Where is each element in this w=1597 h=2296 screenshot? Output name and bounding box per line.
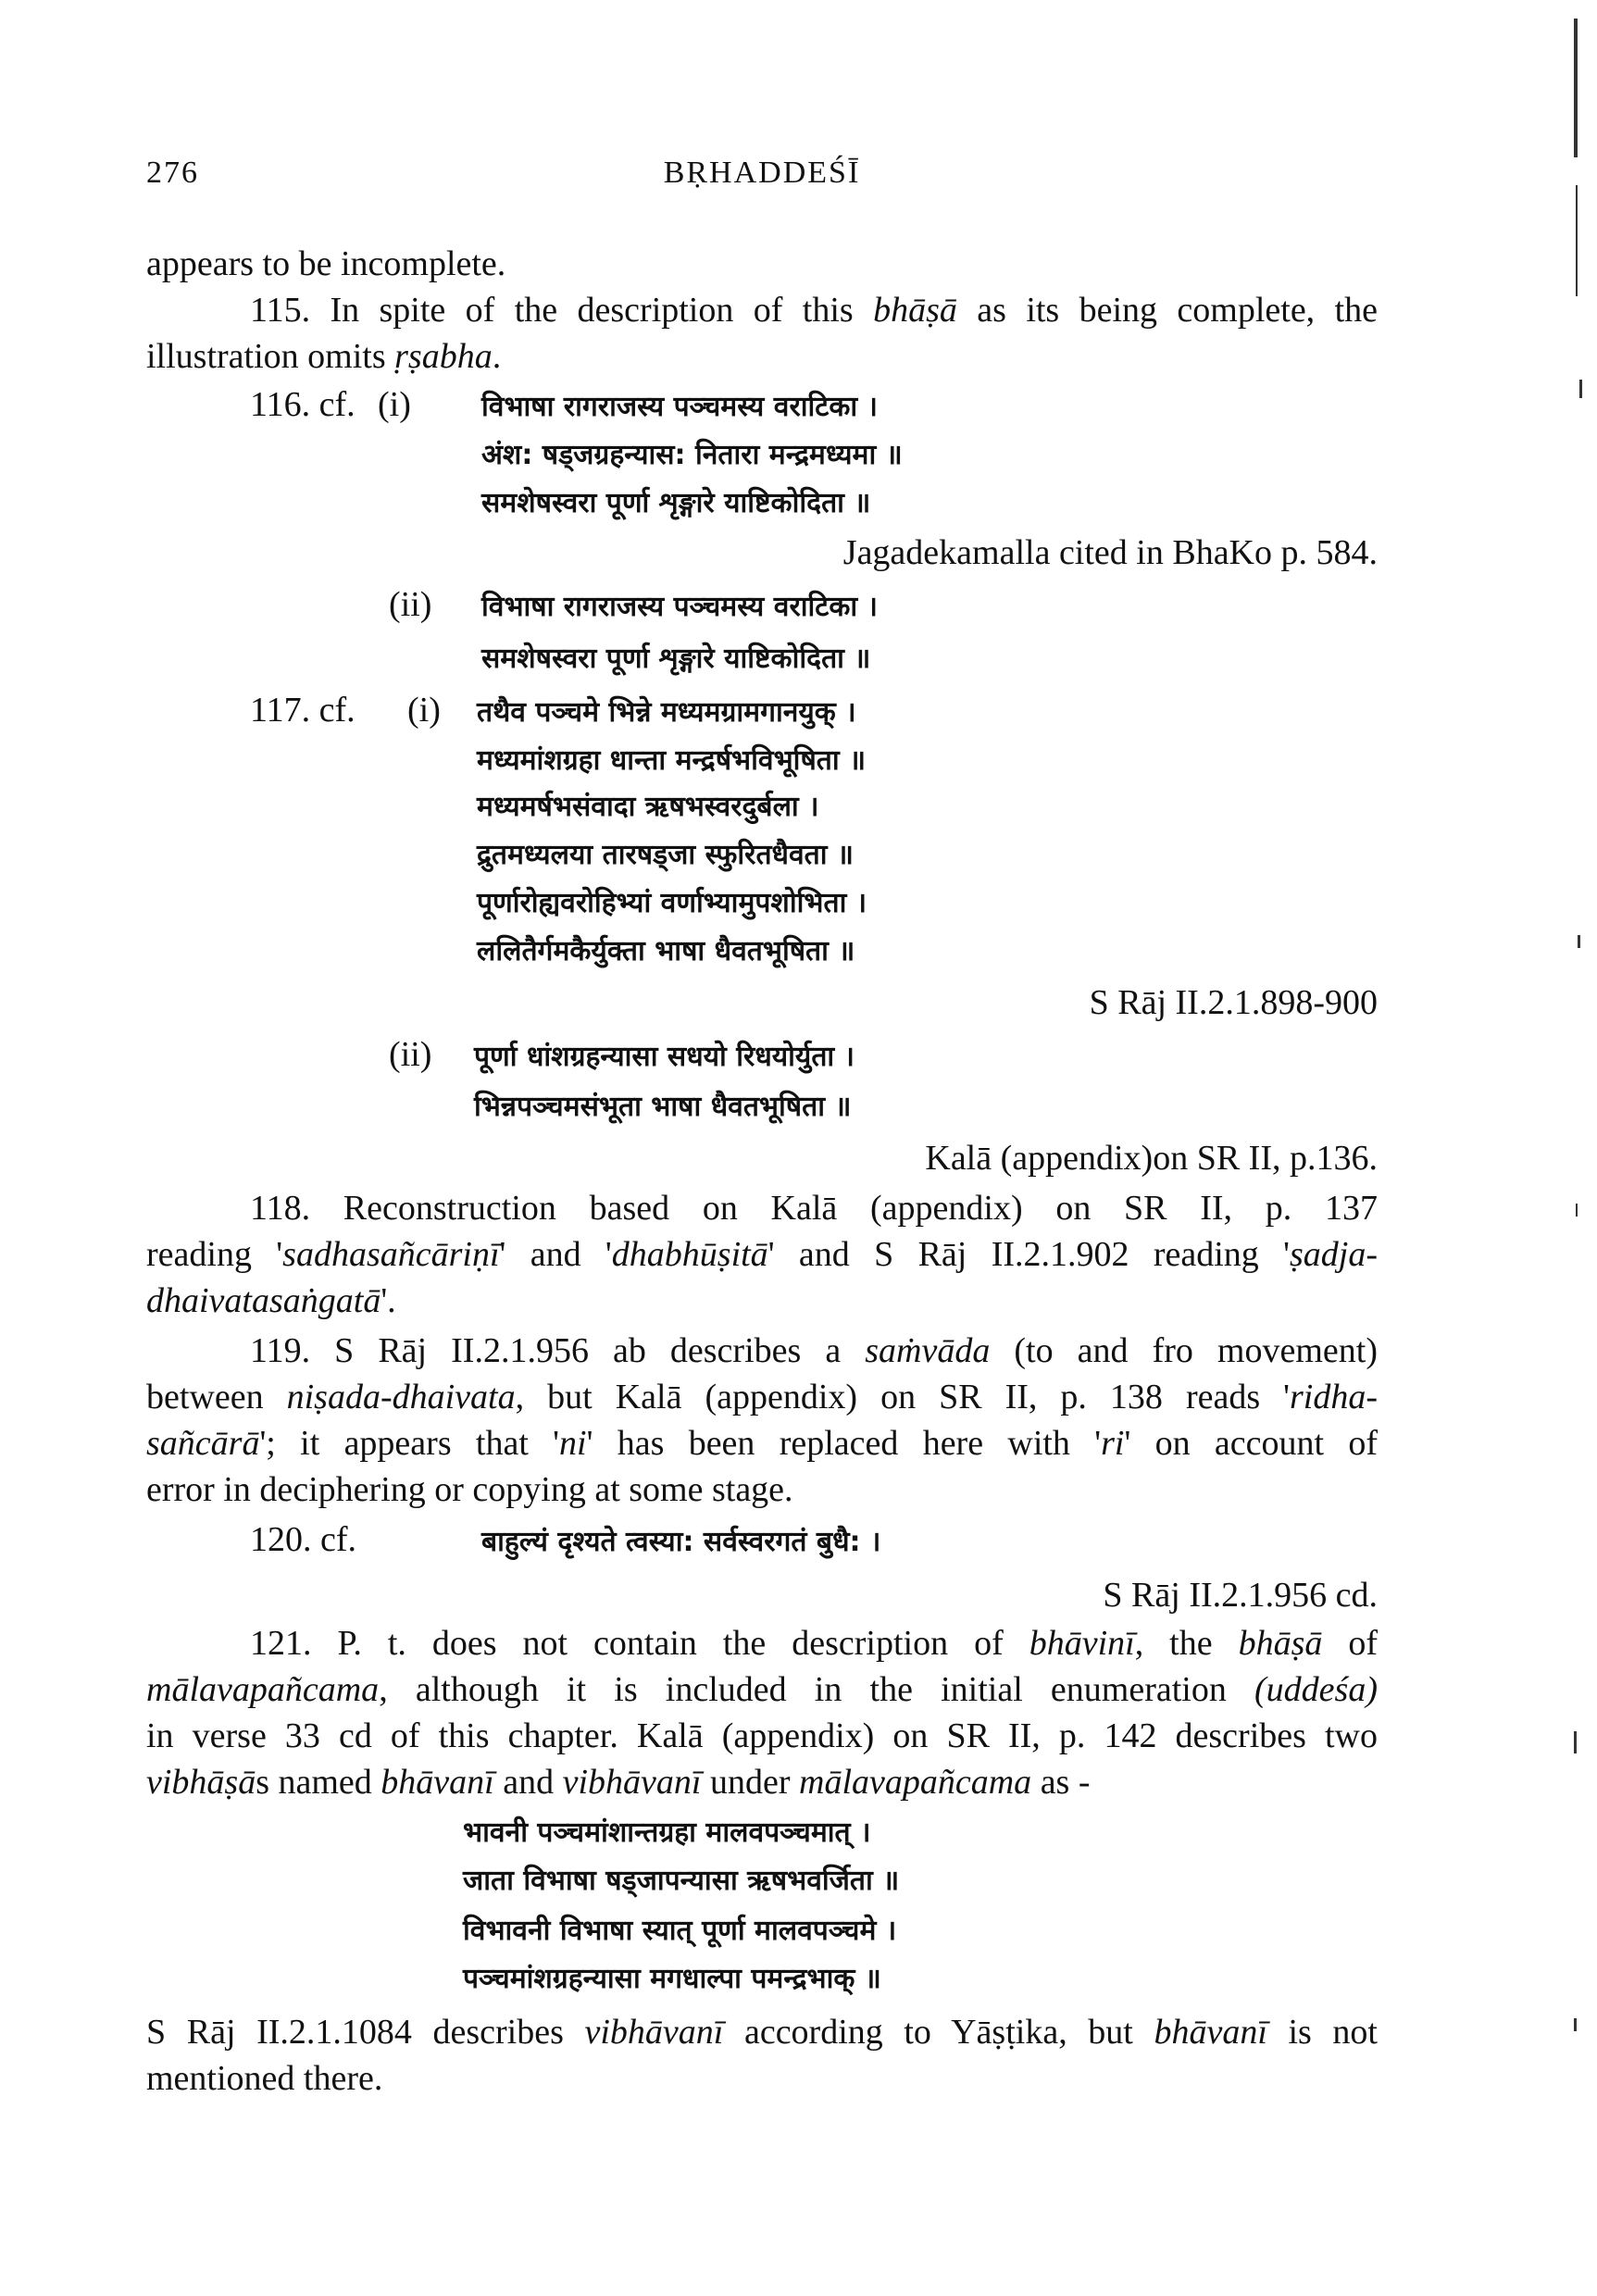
- note-121: [250, 1622, 1378, 1665]
- sanskrit-verse: पूर्णा धांशग्रहन्यासा सधयो रिधयोर्युता ।: [474, 1041, 855, 1073]
- scan-mark: [1574, 2018, 1577, 2031]
- sanskrit-verse: पूर्णारोह्यवरोहिभ्यां वर्णाभ्यामुपशोभिता ।: [477, 887, 867, 919]
- text-line: [146, 1422, 1378, 1465]
- note-117-label: 117. cf.: [250, 691, 356, 730]
- text-span: illustration omits: [146, 337, 395, 376]
- sanskrit-verse: जाता विभाषा षड्जापन्यासा ऋषभवर्जिता ॥: [463, 1865, 900, 1897]
- italic-term: vibhāṣā: [146, 1763, 256, 1802]
- italic-term: bhāṣā: [1238, 1624, 1323, 1663]
- running-title: BṚHADDEŚĪ: [663, 156, 861, 190]
- text-line: [146, 1233, 1378, 1276]
- sanskrit-verse: भावनी पञ्चमांशान्तग्रहा मालवपञ्चमात् ।: [463, 1816, 871, 1849]
- text-span: .: [492, 337, 502, 376]
- note-116-label: 116. cf.: [250, 385, 356, 424]
- italic-term: mālavapañcama: [146, 1670, 380, 1709]
- note-119: [250, 1329, 1378, 1372]
- verse-source: Kalā (appendix)on SR II, p.136.: [925, 1139, 1378, 1178]
- sanskrit-verse: द्रुतमध्यलया तारषड्जा स्फुरितधैवता ॥: [477, 839, 854, 871]
- note-115: [250, 289, 1378, 331]
- text-span: between: [146, 1378, 287, 1416]
- text-span: '.: [381, 1281, 396, 1320]
- italic-term: bhāvanī: [381, 1763, 494, 1802]
- italic-term: bhāvinī: [1029, 1624, 1135, 1663]
- page-number: 276: [146, 156, 199, 190]
- text-span: reading ': [146, 1235, 283, 1274]
- verse-source: S Rāj II.2.1.956 cd.: [1103, 1576, 1378, 1615]
- note-116-i: (i): [378, 385, 411, 424]
- italic-term: ṛṣabha: [394, 337, 493, 376]
- sanskrit-verse: पञ्चमांशग्रहन्यासा मगधाल्पा पमन्द्रभाक् ॥: [463, 1963, 881, 1995]
- scan-mark: [1578, 935, 1580, 948]
- text-span: according to Yāṣṭika, but: [723, 2013, 1154, 2052]
- text-line: [146, 2011, 1378, 2053]
- sanskrit-verse: विभाषा रागराजस्य पञ्चमस्य वराटिका ।: [481, 391, 878, 423]
- text-span: ' and S Rāj II.2.1.902 reading ': [767, 1235, 1291, 1274]
- text-span: ' and ': [499, 1235, 612, 1274]
- italic-term: vibhāvanī: [562, 1763, 702, 1802]
- italic-term: ri: [1101, 1424, 1125, 1463]
- note-117-i: (i): [407, 691, 441, 730]
- italic-term: niṣada-dhaivata: [286, 1378, 516, 1416]
- text-span: as -: [1031, 1763, 1091, 1802]
- text-span: ' on account of: [1124, 1424, 1378, 1463]
- sanskrit-verse: भिन्नपञ्चमसंभूता भाषा धैवतभूषिता ॥: [474, 1091, 852, 1123]
- text-line: in verse 33 cd of this chapter. Kalā (appendix) on SR II, p. 142 describes two: [146, 1716, 1378, 1755]
- note-118: 118. Reconstruction based on Kalā (appendix) on SR II, p. 137: [250, 1189, 1378, 1228]
- scan-mark: [1574, 1731, 1577, 1753]
- sanskrit-verse: बाहुल्यं दृश्यते त्वस्या: सर्वस्वरगतं बुधै: ।: [481, 1526, 881, 1558]
- sanskrit-verse: समशेषस्वरा पूर्णा शृङ्गारे याष्टिकोदिता ॥: [481, 643, 871, 675]
- italic-term: bhāṣā: [873, 291, 957, 330]
- text-span: as its being complete, the: [956, 291, 1378, 330]
- text-line: [146, 1376, 1378, 1418]
- text-span: (to and fro movement): [990, 1331, 1378, 1370]
- italic-term: vibhāvanī: [584, 2013, 724, 2052]
- text-span: , although it is included in the initial enumeration: [379, 1670, 1255, 1709]
- text-span: , the: [1134, 1624, 1239, 1663]
- sanskrit-verse: समशेषस्वरा पूर्णा शृङ्गारे याष्टिकोदिता ॥: [481, 487, 871, 519]
- text-span: 119. S Rāj II.2.1.956 ab describes a: [250, 1331, 866, 1370]
- text-span: 115. In spite of the description of this: [250, 291, 874, 330]
- note-120-label: 120. cf.: [250, 1520, 357, 1559]
- sanskrit-verse: विभाषा रागराजस्य पञ्चमस्य वराटिका ।: [481, 591, 878, 623]
- italic-term: ṣadja-: [1290, 1235, 1379, 1274]
- text-line: [146, 1761, 1091, 1803]
- text-span: under: [701, 1763, 799, 1802]
- italic-term: dhaivatasaṅgatā: [146, 1281, 381, 1320]
- text-span: is not: [1266, 2013, 1378, 2052]
- sanskrit-verse: तथैव पञ्चमे भिन्ने मध्यमग्रामगानयुक् ।: [477, 696, 856, 729]
- sanskrit-verse: मध्यमांशग्रहा धान्ता मन्द्रर्षभविभूषिता ॥: [477, 744, 867, 777]
- sanskrit-verse: ललितैर्गमकैर्युक्ता भाषा धैवतभूषिता ॥: [477, 935, 855, 967]
- italic-term: ridha-: [1290, 1378, 1378, 1416]
- text-span: and: [493, 1763, 563, 1802]
- scan-mark: [1576, 185, 1578, 296]
- italic-term: dhabhūṣitā: [611, 1235, 768, 1274]
- italic-term: saṁvāda: [865, 1331, 991, 1370]
- sanskrit-verse: मध्यमर्षभसंवादा ऋषभस्वरदुर्बला ।: [477, 791, 819, 823]
- verse-source: S Rāj II.2.1.898-900: [1089, 983, 1378, 1022]
- italic-term: ni: [559, 1424, 587, 1463]
- note-117-ii: (ii): [389, 1035, 432, 1074]
- text-line: [146, 1668, 1378, 1711]
- scan-mark: [1574, 19, 1578, 157]
- italic-term: (uddeśa): [1254, 1670, 1378, 1709]
- italic-term: mālavapañcama: [799, 1763, 1032, 1802]
- scan-mark: [1576, 1204, 1578, 1217]
- text-line: mentioned there.: [146, 2059, 383, 2098]
- text-line: [146, 1279, 396, 1322]
- text-span: , but Kalā (appendix) on SR II, p. 138 reads ': [515, 1378, 1290, 1416]
- sanskrit-verse: अंश: षड्जग्रहन्यास: नितारा मन्द्रमध्यमा ॥: [481, 439, 903, 471]
- verse-source: Jagadekamalla cited in BhaKo p. 584.: [842, 533, 1378, 572]
- scan-mark: [1579, 380, 1582, 398]
- running-header: [146, 156, 1378, 202]
- italic-term: sadhasañcāriṇī: [282, 1235, 500, 1274]
- text-span: s named: [256, 1763, 381, 1802]
- text-span: S Rāj II.2.1.1084 describes: [146, 2013, 585, 2052]
- text-line: [146, 243, 505, 285]
- italic-term: sañcārā: [146, 1424, 260, 1463]
- text-span: appears to be incomplete.: [146, 244, 506, 283]
- text-span: 121. P. t. does not contain the description of: [250, 1624, 1029, 1663]
- text-span: ' has been replaced here with ': [586, 1424, 1102, 1463]
- text-line: error in deciphering or copying at some stage.: [146, 1470, 793, 1509]
- note-116-ii: (ii): [389, 585, 432, 624]
- text-span: of: [1322, 1624, 1379, 1663]
- italic-term: bhāvanī: [1154, 2013, 1267, 2052]
- sanskrit-verse: विभावनी विभाषा स्यात् पूर्णा मालवपञ्चमे ।: [463, 1915, 897, 1947]
- text-span: '; it appears that ': [259, 1424, 560, 1463]
- text-line: [146, 335, 501, 378]
